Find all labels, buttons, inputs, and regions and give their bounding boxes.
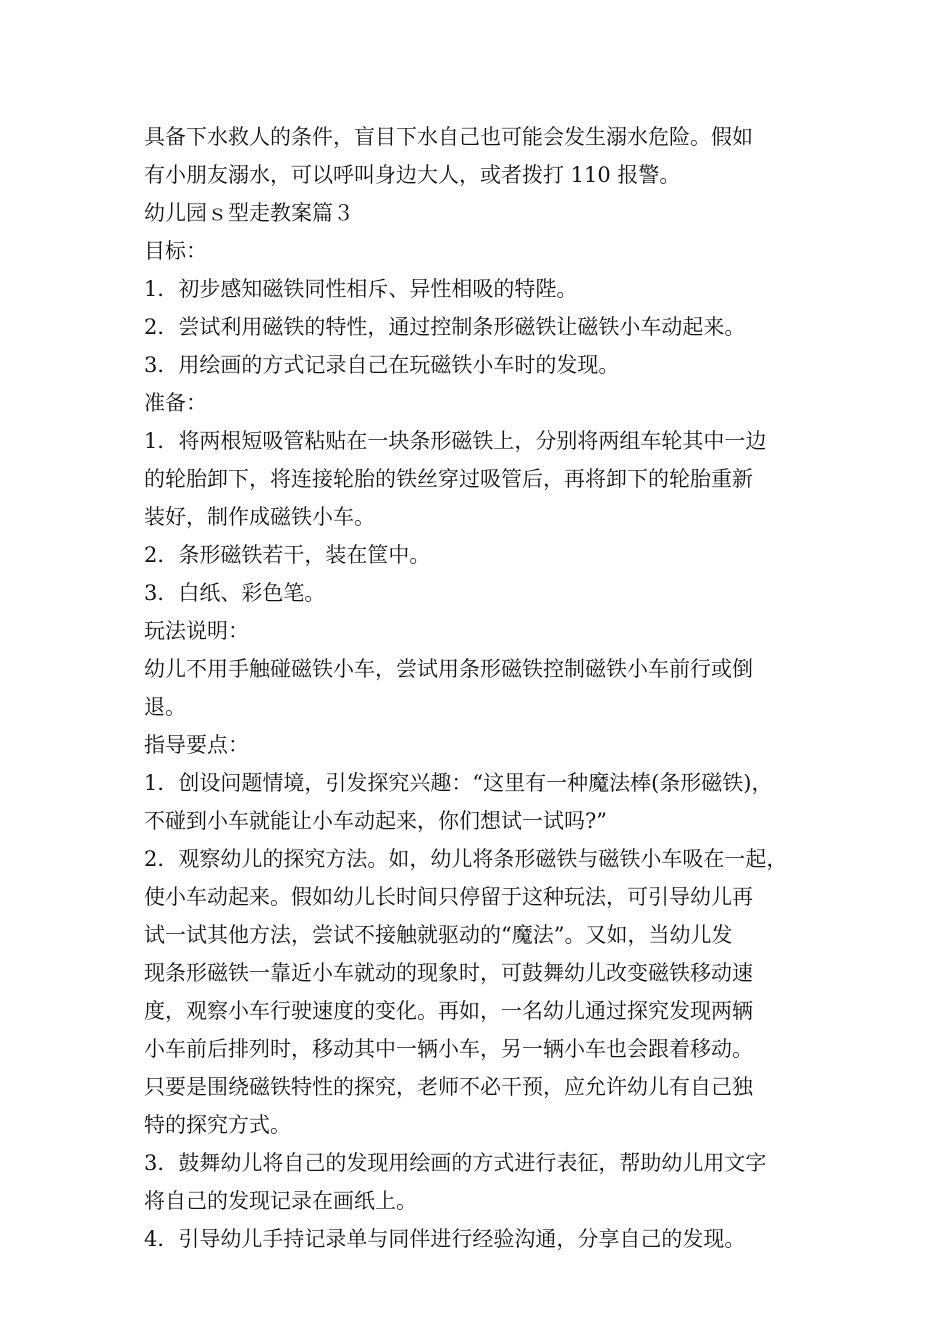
text-line: 试一试其他方法，尝试不接触就驱动的“魔法”。又如，当幼儿发	[144, 923, 733, 947]
text-line: 的轮胎卸下，将连接轮胎的铁丝穿过吸管后，再将卸下的轮胎重新	[144, 467, 753, 491]
text-line: 幼儿不用手触碰磁铁小车，尝试用条形磁铁控制磁铁小车前行或倒	[144, 657, 753, 681]
text-line: 将自己的发现记录在画纸上。	[144, 1189, 417, 1213]
subheading-play-instructions: 玩法说明：	[144, 619, 249, 643]
subheading-goals: 目标：	[144, 239, 207, 263]
text-line: 现条形磁铁一靠近小车就动的现象时，可鼓舞幼儿改变磁铁移动速	[144, 961, 753, 985]
subheading-guidance: 指导要点：	[144, 733, 249, 757]
list-item: 1．将两根短吸管粘贴在一块条形磁铁上，分别将两组车轮其中一边	[144, 429, 767, 453]
text-line: 小车前后排列时，移动其中一辆小车，另一辆小车也会跟着移动。	[144, 1037, 753, 1061]
list-item: 2．条形磁铁若干，装在筐中。	[144, 543, 431, 567]
list-item: 1．创设问题情境，引发探究兴趣：“这里有一种魔法棒(条形磁铁)，	[144, 771, 773, 795]
list-item: 3．用绘画的方式记录自己在玩磁铁小车时的发现。	[144, 353, 620, 377]
text-line: 不碰到小车就能让小车动起来，你们想试一试吗?”	[144, 809, 607, 833]
list-item: 4．引导幼儿手持记录单与同伴进行经验沟通，分享自己的发现。	[144, 1227, 746, 1251]
list-item: 3．鼓舞幼儿将自己的发现用绘画的方式进行表征，帮助幼儿用文字	[144, 1151, 767, 1175]
text-line: 使小车动起来。假如幼儿长时间只停留于这种玩法，可引导幼儿再	[144, 885, 753, 909]
text-line: 装好，制作成磁铁小车。	[144, 505, 375, 529]
section-heading: 幼儿园ｓ型走教案篇３	[144, 201, 354, 225]
text-line: 特的探究方式。	[144, 1113, 291, 1137]
text-line: 具备下水救人的条件，盲目下水自己也可能会发生溺水危险。假如	[144, 125, 753, 149]
list-item: 2．观察幼儿的探究方法。如，幼儿将条形磁铁与磁铁小车吸在一起，	[144, 847, 788, 871]
list-item: 3．白纸、彩色笔。	[144, 581, 326, 605]
list-item: 1．初步感知磁铁同性相斥、异性相吸的特陛。	[144, 277, 578, 301]
text-line: 有小朋友溺水，可以呼叫身边大人，或者拨打 110 报警。	[144, 163, 681, 187]
document-body	[144, 118, 814, 1258]
text-line: 度，观察小车行驶速度的变化。再如，一名幼儿通过探究发现两辆	[144, 999, 753, 1023]
text-line: 退。	[144, 695, 186, 719]
list-item: 2．尝试利用磁铁的特性，通过控制条形磁铁让磁铁小车动起来。	[144, 315, 746, 339]
text-line: 只要是围绕磁铁特性的探究，老师不必干预，应允许幼儿有自己独	[144, 1075, 753, 1099]
subheading-preparation: 准备：	[144, 391, 207, 415]
